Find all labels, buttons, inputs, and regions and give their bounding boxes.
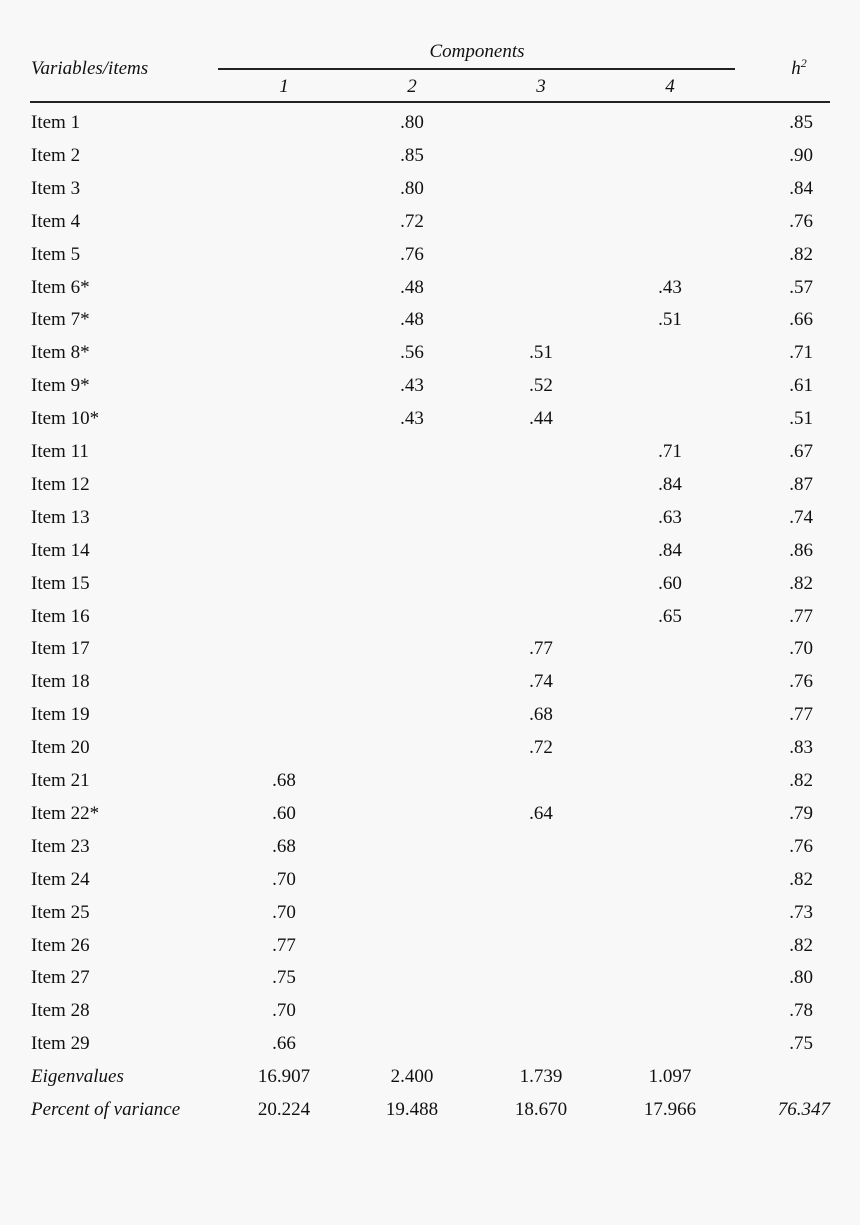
loading-cell-component-4: .60: [658, 573, 682, 594]
loading-cell-component-2: 19.488: [385, 1099, 439, 1120]
loading-cell-component-3: .74: [529, 671, 553, 692]
communality-cell: .51: [789, 408, 813, 429]
row-label: Item 13: [31, 507, 90, 528]
loading-cell-component-2: .43: [400, 375, 424, 396]
communality-header: [791, 58, 807, 80]
component-header-3: 3: [536, 76, 546, 97]
row-label: Item 23: [31, 836, 90, 857]
communality-cell: .82: [789, 573, 813, 594]
communality-cell: .90: [789, 145, 813, 166]
loading-cell-component-4: 1.097: [648, 1066, 692, 1087]
loading-cell-component-3: .51: [529, 342, 553, 363]
row-label: Item 3: [31, 178, 81, 199]
component-header-2: 2: [407, 76, 417, 97]
loading-cell-component-1: .60: [272, 803, 296, 824]
communality-cell: .82: [789, 869, 813, 890]
communality-cell: .85: [789, 112, 813, 133]
communality-cell: .82: [789, 935, 813, 956]
loading-cell-component-3: .52: [529, 375, 553, 396]
loading-cell-component-2: .76: [400, 244, 424, 265]
loading-cell-component-4: .51: [658, 309, 682, 330]
communality-cell: .61: [789, 375, 813, 396]
header-bottom-rule: [30, 101, 830, 103]
loading-cell-component-3: .68: [529, 704, 553, 725]
row-label: Item 14: [31, 540, 90, 561]
row-label: Percent of variance: [31, 1099, 181, 1120]
loading-cell-component-1: .68: [272, 770, 296, 791]
loading-cell-component-2: .48: [400, 277, 424, 298]
communality-cell: .66: [789, 309, 813, 330]
loading-cell-component-1: 16.907: [257, 1066, 311, 1087]
row-label: Item 20: [31, 737, 90, 758]
communality-cell: .67: [789, 441, 813, 462]
communality-cell: .79: [789, 803, 813, 824]
communality-cell: .86: [789, 540, 813, 561]
row-label: Item 24: [31, 869, 90, 890]
communality-exponent: 2: [800, 56, 807, 70]
row-label: Item 2: [31, 145, 81, 166]
communality-cell: .57: [789, 277, 813, 298]
communality-cell: .82: [789, 244, 813, 265]
loading-cell-component-4: .84: [658, 474, 682, 495]
row-label: Item 28: [31, 1000, 90, 1021]
row-label: Item 12: [31, 474, 90, 495]
loading-cell-component-3: .44: [529, 408, 553, 429]
communality-cell: .70: [789, 638, 813, 659]
row-label: Item 1: [31, 112, 81, 133]
communality-cell: .77: [789, 606, 813, 627]
loading-cell-component-4: .63: [658, 507, 682, 528]
component-header-4: 4: [665, 76, 675, 97]
loading-cell-component-1: .68: [272, 836, 296, 857]
loading-cell-component-1: 20.224: [257, 1099, 311, 1120]
communality-cell: .76: [789, 836, 813, 857]
row-label: Item 18: [31, 671, 90, 692]
communality-cell: .76: [789, 671, 813, 692]
communality-symbol: h: [791, 58, 801, 79]
components-group-header: Components: [429, 41, 525, 62]
communality-cell: .75: [789, 1033, 813, 1054]
row-label: Item 4: [31, 211, 81, 232]
communality-cell: .73: [789, 902, 813, 923]
row-label: Item 21: [31, 770, 90, 791]
loading-cell-component-1: .77: [272, 935, 296, 956]
communality-cell: .74: [789, 507, 813, 528]
communality-cell: .76: [789, 211, 813, 232]
loading-cell-component-2: 2.400: [390, 1066, 434, 1087]
loading-cell-component-4: .43: [658, 277, 682, 298]
row-label: Item 5: [31, 244, 81, 265]
loading-cell-component-1: .70: [272, 1000, 296, 1021]
loading-cell-component-3: 1.739: [519, 1066, 563, 1087]
loading-cell-component-2: .56: [400, 342, 424, 363]
loading-cell-component-2: .48: [400, 309, 424, 330]
loading-cell-component-3: .77: [529, 638, 553, 659]
loading-cell-component-4: .71: [658, 441, 682, 462]
row-label: Item 25: [31, 902, 90, 923]
row-label: Item 10*: [31, 408, 100, 429]
loading-cell-component-2: .85: [400, 145, 424, 166]
row-label: Eigenvalues: [31, 1066, 124, 1087]
communality-cell: .82: [789, 770, 813, 791]
loading-cell-component-2: .80: [400, 178, 424, 199]
row-label-header: Variables/items: [31, 58, 149, 79]
loading-cell-component-1: .75: [272, 967, 296, 988]
loading-cell-component-1: .70: [272, 902, 296, 923]
row-label: Item 19: [31, 704, 90, 725]
row-label: Item 22*: [31, 803, 100, 824]
row-label: Item 15: [31, 573, 90, 594]
row-label: Item 6*: [31, 277, 90, 298]
row-label: Item 8*: [31, 342, 90, 363]
loading-cell-component-2: .80: [400, 112, 424, 133]
row-label: Item 9*: [31, 375, 90, 396]
loading-cell-component-4: .84: [658, 540, 682, 561]
communality-cell: .84: [789, 178, 813, 199]
loading-cell-component-3: .72: [529, 737, 553, 758]
loading-cell-component-3: .64: [529, 803, 553, 824]
row-label: Item 27: [31, 967, 90, 988]
loading-cell-component-1: .70: [272, 869, 296, 890]
loading-cell-component-4: .65: [658, 606, 682, 627]
components-header-rule: [218, 68, 735, 70]
row-label: Item 7*: [31, 309, 90, 330]
communality-cell: .87: [789, 474, 813, 495]
communality-cell: 76.347: [777, 1099, 830, 1120]
row-label: Item 11: [31, 441, 89, 462]
communality-cell: .80: [789, 967, 813, 988]
communality-cell: .77: [789, 704, 813, 725]
component-header-1: 1: [279, 76, 289, 97]
row-label: Item 16: [31, 606, 90, 627]
row-label: Item 17: [31, 638, 90, 659]
communality-cell: .71: [789, 342, 813, 363]
loading-cell-component-1: .66: [272, 1033, 296, 1054]
communality-cell: .83: [789, 737, 813, 758]
row-label: Item 29: [31, 1033, 90, 1054]
loading-cell-component-2: .72: [400, 211, 424, 232]
loading-cell-component-4: 17.966: [643, 1099, 697, 1120]
row-label: Item 26: [31, 935, 90, 956]
loading-cell-component-3: 18.670: [514, 1099, 568, 1120]
loading-cell-component-2: .43: [400, 408, 424, 429]
communality-cell: .78: [789, 1000, 813, 1021]
